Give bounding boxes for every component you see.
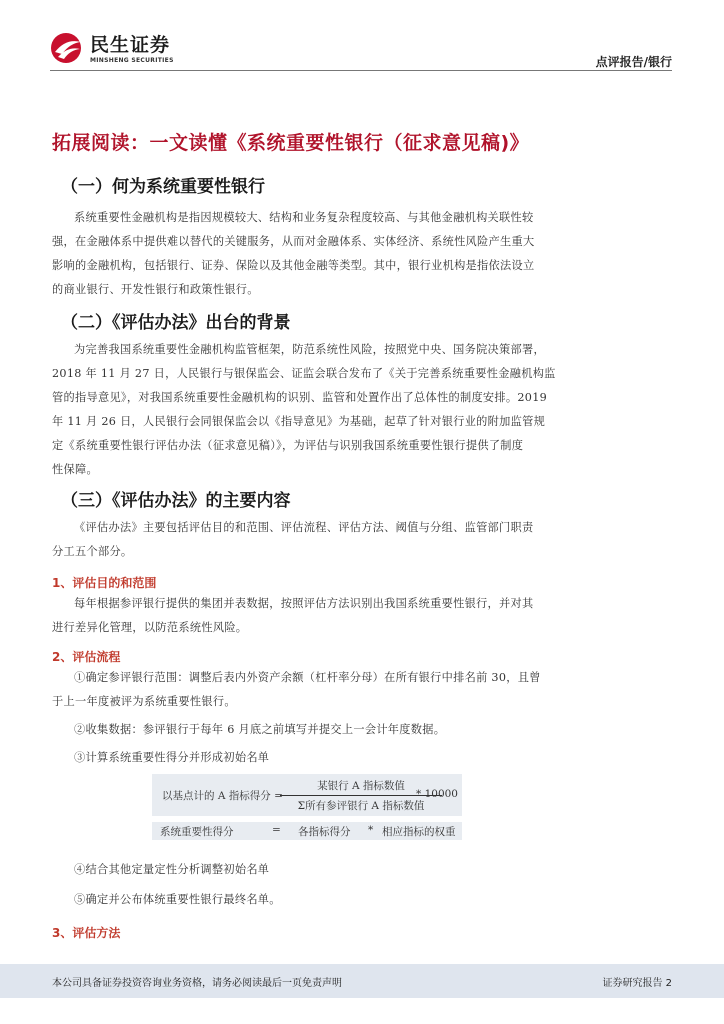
formula-multiplier: * 10000 [416, 788, 458, 800]
subsection-1-body [52, 592, 574, 640]
report-category: 点评报告/银行 [595, 55, 672, 69]
page-header [0, 0, 724, 75]
text-line: 定《系统重要性银行评估办法（征求意见稿）》，为评估与识别我国系统重要性银行提供了制度 [52, 439, 524, 452]
section-heading-2: （二）《评估办法》出台的背景 [61, 313, 291, 333]
step-5-text: ⑤确定并公布体统重要性银行最终名单。 [74, 893, 281, 906]
text-line: 性保障。 [52, 463, 98, 476]
section-3-body [52, 516, 574, 564]
minsheng-logo-icon [50, 32, 86, 64]
formula-lhs: 以基点计的 A 指标得分 = [162, 790, 283, 802]
text-line: ①确定参评银行范围：调整后表内外资产余额（杠杆率分母）在所有银行中排名前 30，且曾 [74, 671, 541, 684]
subheading-3: 3、评估方法 [52, 926, 121, 940]
footer-disclaimer: 本公司具备证券投资咨询业务资格，请务必阅读最后一页免责声明 [52, 978, 342, 989]
total-score-formula-box [152, 822, 462, 840]
step-1-text [52, 666, 574, 714]
text-line: 影响的金融机构，包括银行、证券、保险以及其他金融等类型。其中，银行业机构是指依法设立 [52, 259, 535, 272]
text-line: 分工五个部分。 [52, 545, 133, 558]
text-line: 《评估办法》主要包括评估目的和范围、评估流程、评估方法、阈值与分组、监管部门职责 [74, 521, 534, 534]
header-divider [50, 70, 672, 71]
section-heading-1: （一）何为系统重要性银行 [61, 177, 265, 197]
text-line: 为完善我国系统重要性金融机构监管框架，防范系统性风险，按照党中央、国务院决策部署， [74, 343, 545, 356]
text-line: 的商业银行、开发性银行和政策性银行。 [52, 283, 259, 296]
page-title: 拓展阅读：一文读懂《系统重要性银行（征求意见稿)》 [52, 132, 530, 154]
text-line: 强，在金融体系中提供难以替代的关键服务，从而对金融体系、实体经济、系统性风险产生重大 [52, 235, 535, 248]
text-line: 每年根据参评银行提供的集团并表数据，按照评估方法识别出我国系统重要性银行，并对其 [74, 597, 534, 610]
subheading-1: 1、评估目的和范围 [52, 576, 157, 590]
company-logo [50, 30, 180, 70]
formula-denominator: Σ所有参评银行 A 指标数值 [297, 800, 425, 812]
section-2-body [52, 338, 574, 482]
section-heading-3: （三）《评估办法》的主要内容 [61, 491, 291, 511]
section-1-body [52, 206, 574, 302]
footer-page-info: 证券研究报告 2 [602, 978, 672, 989]
subheading-2: 2、评估流程 [52, 650, 121, 664]
step-3-text: ③计算系统重要性得分并形成初始名单 [74, 751, 270, 764]
formula2-operator: * [368, 824, 374, 836]
formula2-equals: = [272, 824, 281, 836]
text-line: 系统重要性金融机构是指因规模较大、结构和业务复杂程度较高、与其他金融机构关联性较 [74, 211, 534, 224]
step-2-text: ②收集数据：参评银行于每年 6 月底之前填写并提交上一会计年度数据。 [74, 723, 446, 736]
text-line: 年 11 月 26 日，人民银行会同银保监会以《指导意见》为基础，起草了针对银行业的附加监管规 [52, 415, 546, 428]
page-footer [0, 964, 724, 998]
formula2-term1: 各指标得分 [298, 826, 351, 838]
step-4-text: ④结合其他定量定性分析调整初始名单 [74, 863, 270, 876]
formula2-lhs: 系统重要性得分 [160, 826, 234, 838]
score-formula-box [152, 774, 462, 816]
logo-chinese-name: 民生证券 [90, 34, 171, 56]
logo-english-name: MINSHENG SECURITIES [90, 57, 174, 64]
text-line: 管的指导意见》，对我国系统重要性金融机构的识别、监管和处置作出了总体性的制度安排。2019 [52, 391, 548, 404]
formula-numerator: 某银行 A 指标数值 [317, 780, 405, 792]
text-line: 进行差异化管理，以防范系统性风险。 [52, 621, 248, 634]
text-line: 于上一年度被评为系统重要性银行。 [52, 695, 236, 708]
text-line: 2018 年 11 月 27 日，人民银行与银保监会、证监会联合发布了《关于完善系统重要性金融机构监 [52, 367, 556, 380]
formula2-term2: 相应指标的权重 [382, 826, 456, 838]
